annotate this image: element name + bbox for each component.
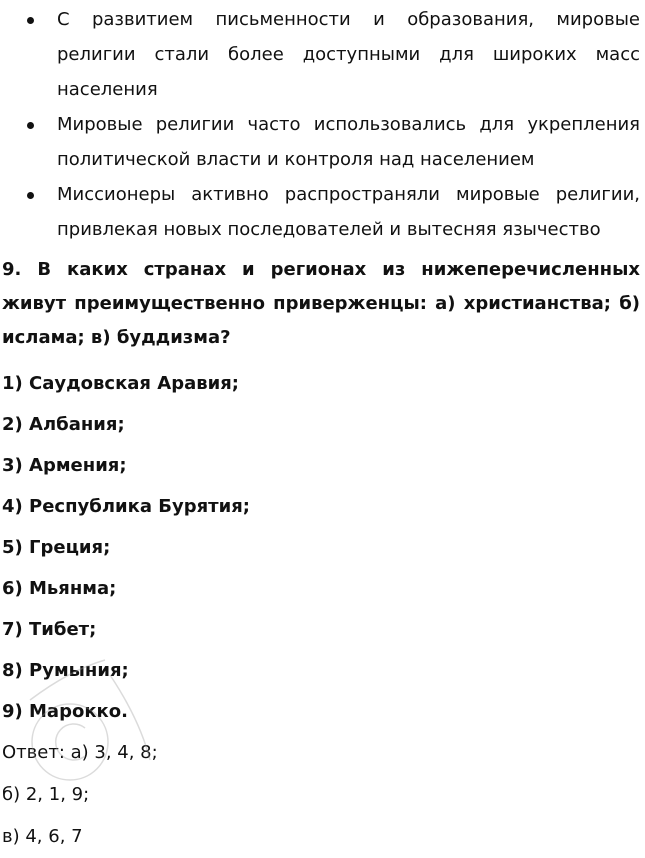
option-item: 5) Греция; — [2, 537, 111, 558]
options-list — [2, 363, 640, 732]
bullet-dot-icon — [27, 122, 34, 129]
bullet-text: С развитием письменности и образования, мировые религии стали более доступными для широких масс населения — [57, 9, 640, 100]
answer-block — [2, 732, 640, 858]
option-item: 6) Мьянма; — [2, 578, 117, 599]
option-item: 4) Республика Бурятия; — [2, 496, 250, 517]
bullet-text: Миссионеры активно распространяли мировые религии, привлекая новых последователей и вытесняя язычество — [57, 184, 640, 240]
option-item: 3) Армения; — [2, 455, 127, 476]
option-item: 7) Тибет; — [2, 619, 97, 640]
bullet-list — [2, 2, 640, 247]
option-item: 2) Албания; — [2, 414, 125, 435]
bullet-dot-icon — [27, 192, 34, 199]
option-item: 1) Саудовская Аравия; — [2, 373, 239, 394]
option-item: 9) Марокко. — [2, 701, 128, 722]
answer-line-b: б) 2, 1, 9; — [2, 784, 90, 805]
bullet-item — [2, 107, 640, 177]
bullet-dot-icon — [27, 17, 34, 24]
bullet-text: Мировые религии часто использовались для укрепления политической власти и контроля над населением — [57, 114, 640, 170]
question-heading: 9. В каких странах и регионах из нижеперечисленных живут преимущественно приверженцы: а) христианства; б) ислама; в) буддизма? — [2, 259, 640, 348]
option-item: 8) Румыния; — [2, 660, 129, 681]
answer-line-a: Ответ: а) 3, 4, 8; — [2, 742, 158, 763]
bullet-item — [2, 2, 640, 107]
bullet-item — [2, 177, 640, 247]
answer-line-c: в) 4, 6, 7 — [2, 826, 83, 847]
